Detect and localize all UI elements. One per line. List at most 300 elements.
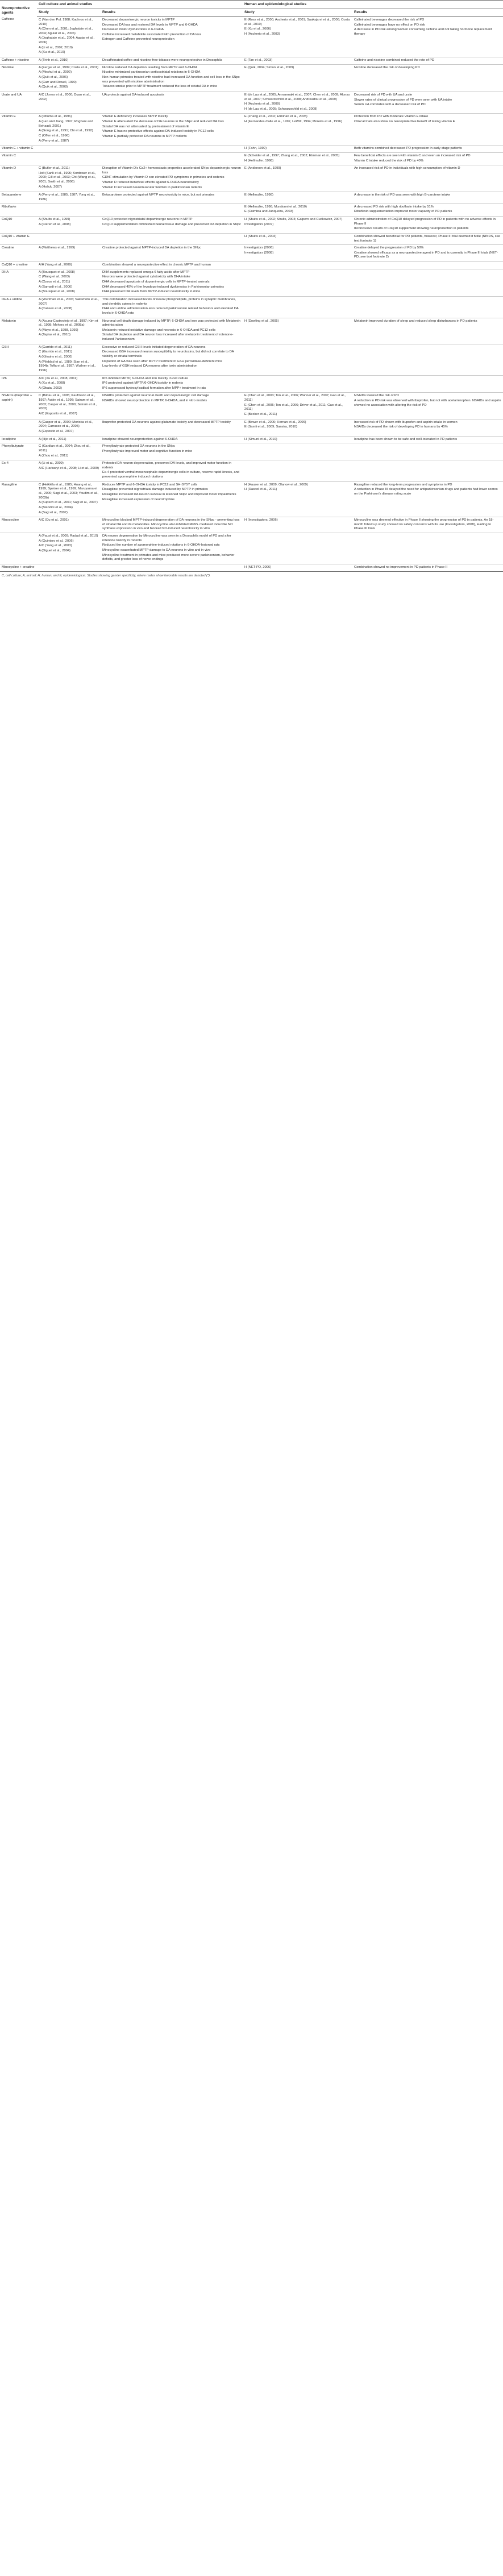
header-row-columns [0,9,503,16]
cell-animal-results [101,393,243,419]
cell-line: E (Ross et al., 2000; Ascherio et al., 2001; Saaksjarvi et al., 2008; Costa et al., 2010) [244,18,350,26]
cell-line: E (Becker et al., 2011) [244,413,277,417]
cell-line: NSAIDs protected against neuronal death and dopaminergic cell damage [102,394,209,398]
cell-human-results: Minocycline was deemed effective in Phase II showing the progression of PD in patients. An 18-month follow up study showed no safety concerns with its use (Investigators, 2008), leading to Phase III trials [352,517,503,533]
cell-agent: Isradipine [0,436,37,443]
cell-agent: Urate and UA [0,92,37,114]
cell-human-results: Caffeine and nicotine combined reduced the rate of PD [352,57,503,65]
cell-animal-results [101,269,243,296]
cell-human-study: E (Tan et al., 2003) [243,57,352,65]
cell-human-results [352,344,503,375]
cell-animal-study: A/C (Du et al., 2001) [37,517,101,533]
cell-line: A (Kupsch et al., 2001; Sagi et al., 2007) [39,501,98,505]
cell-human-results: Combination showed beneficial for PD patients, however, Phase III trial deemed it futile (NINDS, see text footnote 1) [352,233,503,244]
table-row [0,481,503,517]
cell-animal-study [37,318,101,344]
cell-human-results: Isradipine has been shown to be safe and well-tolerated in PD patients [352,436,503,443]
cell-human-study: E (Quik, 2004; Simon et al., 2009) [243,64,352,92]
cell-line: Ex-4 protected ventral mesencephalic dopaminergic cells in culture, reserve rapid kinesis, and prevented apomorphine induced rotations [102,471,240,479]
cell-human-study: H (Fahn, 1992) [243,146,352,153]
cell-animal-results [101,64,243,92]
cell-human-results [352,460,503,482]
cell-line: Investigators (2007) [244,222,274,226]
cell-animal-results [101,344,243,375]
cell-human-study: H (Simuni et al., 2010) [243,436,352,443]
cell-human-study [243,16,352,57]
cell-agent: Vitamin D [0,165,37,192]
cell-line: NSAIDs showed neuroprotection in MPTP, 6-OHDA, and in vitro models [102,399,207,403]
cell-line: A (Quik et al., 2008) [39,85,68,89]
cell-human-study: H (Investigators, 2006) [243,517,352,533]
table-row [0,192,503,203]
cell-animal-study [37,114,101,146]
cell-human-results: Nicotine decreased the risk of developing PD [352,64,503,92]
cell-line: C (Butler et al., 2011) [39,167,70,171]
cell-line: Creatine delayed the progression of PD by 50% [354,246,424,250]
cell-line: Vitamin D reduced beneficial effects against 6-OHDA neurotoxicity [102,181,199,185]
cell-human-study [243,262,352,269]
cell-line: H (Shults et al., 2002; Shults, 2003; Galpern and Cudkowicz, 2007) [244,217,343,221]
cell-animal-study [37,152,101,165]
cell-line: A (Lan and Jiang, 1997; Roghani and Behzadi, 2001) [39,120,93,128]
cell-line: A decrease in PD risk among women consuming caffeine and not taking hormone replacement therapy [354,28,492,36]
cell-agent: Betacarotene [0,192,37,203]
cell-animal-study [37,146,101,153]
cell-agent: CoQ10 + vitamin E [0,233,37,244]
cell-human-results: Melatonin improved duration of sleep and reduced sleep disturbances in PD patients [352,318,503,344]
cell-line: Estrogen and Caffeine prevented neuroprotection [102,38,174,41]
table-row [0,165,503,192]
cell-animal-study [37,16,101,57]
cell-line: IP6 protected against MPTP/6-OHDA toxicity in rodents [102,381,184,385]
cell-line: DA neuron degeneration by Minocycline was seen in a Drosophila model of PD and after rotenone toxicity in rodents [102,534,231,542]
cell-human-study [243,296,352,318]
table-row [0,216,503,233]
cell-line: Serum UA correlates with a decreased risk of PD [354,103,426,107]
cell-animal-results [101,481,243,517]
cell-line: E (Samii et al., 2009; Sanska, 2010) [244,425,297,429]
cell-animal-study [37,393,101,419]
cell-agent: Vitamin E [0,114,37,146]
cell-line: Vitamin E has no protective effects against DA-induced toxicity in PC12 cells [102,130,214,134]
cell-line: DHA supplements replaced omega-6 fatty acids after MPTP [102,270,190,274]
cell-line: Investigators (2006) [244,246,274,250]
cell-human-results [352,533,503,564]
cell-line: A (Xu et al., 2010) [39,51,65,55]
cell-line: A (Faust et al., 2009; Radad et al., 2010) [39,534,98,538]
cell-line: E (Chen et al., 2005; Ton et al., 2006; Driver et al., 2011; Gao et al., 2011) [244,403,343,412]
header-agent: Neuroprotective agents [0,1,37,17]
cell-agent: Melatonin [0,318,37,344]
cell-animal-study [37,269,101,296]
cell-line: Vitamin E deficiency increases MPTP toxicity [102,115,168,119]
cell-line: H (Hellmuller, 1998) [244,159,274,163]
cell-line: A (Li et al., 2009) [39,462,64,466]
cell-human-study [243,152,352,165]
cell-human-study [243,533,352,564]
cell-line: A (Chen et al., 2001; Joghataie et al., 2004; Aguiar et al., 2006) [39,27,93,35]
cell-animal-study [37,375,101,393]
cell-line: A (Sagi et al., 2007) [39,510,68,514]
cell-line: C (Bildau et al., 1995; Kaufmann et al., 1997; Aubin et al., 1998; Sairam et al., 2003; Casper et al., 2000; Sairam et al., 2003) [39,394,97,411]
cell-agent: Vitamin E + vitamin C [0,146,37,153]
cell-line: Melatonin reduced oxidative damage and necrosis in 6-OHDA and PC12 cells [102,328,216,332]
cell-animal-results [101,114,243,146]
cell-line: Few beneficial effects are seen with vitamin C and even an increased risk of PD [354,153,471,157]
table-footnote: C, cell culture; A, animal; H, human; and E, epidemiological. Studies showing gender specificity, where males show favorable results are denoted (*). [2,574,211,577]
cell-line: A (Casper et al., 2000; Morioka et al., 2004; Carrasco et al., 2005) [39,420,93,429]
cell-agent: IP6 [0,375,37,393]
table-row [0,203,503,216]
cell-line: H (de Lau et al., 2005; Schwarzschild et al., 2008) [244,107,318,111]
cell-human-results [352,262,503,269]
cell-line: CoQ10 protected nigrostriatal dopaminergic neurons in MPTP [102,217,193,221]
cell-human-study: H (Shults et al., 2004) [243,233,352,244]
table-row [0,296,503,318]
table-row [0,393,503,419]
cell-line: E (Xu et al., 2006) [244,27,271,31]
cell-agent: Minocycline + creatine [0,564,37,571]
cell-line: Inconclusive results of CoQ10 supplement showing neuroprotection in patients [354,227,469,231]
cell-animal-study: A/C (Jones et al., 2000; Duan et al., 2002) [37,92,101,114]
cell-animal-results [101,564,243,571]
cell-line: Reduced the number of apomorphine-induced rotations in 6-OHDA-lesioned rats [102,543,220,547]
cell-line: A (Holick, 2007) [39,185,62,189]
table-row [0,262,503,269]
cell-line: A (Obata, 2003) [39,386,62,390]
cell-line: Vitamin E attenuated the decrease of DA neurons in the SNpc and reduced DA loss [102,120,224,124]
cell-agent: NSAIDs (ibuprofen + aspirin) [0,393,37,419]
cell-agent [0,533,37,564]
cell-human-study: E (Hellmuller, 1998) [243,192,352,203]
cell-human-study [243,92,352,114]
cell-line: A (Bousquet et al., 2008) [39,290,75,294]
cell-human-study [243,245,352,262]
cell-animal-results [101,460,243,482]
cell-line: A (Diguet et al., 2004) [39,549,71,553]
cell-agent: Phenylbutyrate [0,443,37,460]
cell-animal-study: A (Matthews et al., 1999) [37,245,101,262]
cell-animal-study [37,419,101,436]
cell-animal-study [37,344,101,375]
cell-line: Protected DA neuron degeneration, preserved DA levels, and improved motor function in rodents [102,462,231,470]
cell-line: CoQ10 supplementation diminished neural tissue damage and prevented DA depletion in SNpc [102,222,241,226]
cell-line: Decreased dopaminergic neuron toxicity in MPTP [102,18,175,22]
cell-human-study [243,344,352,375]
cell-line: Creatine showed efficacy as a neuroprotective agent in PD and is currently in Phase III trials (NET-PD, see text footnote 2) [354,251,498,259]
cell-animal-results [101,203,243,216]
cell-animal-results [101,318,243,344]
cell-line: A decreased PD risk with high riboflavin intake by 51% [354,205,434,209]
header-results-human: Results [352,9,503,16]
cell-line: H (Fernandes-Calle et al., 1992, LeWitt, 1994; Moreira et al., 1996) [244,120,342,124]
cell-animal-study [37,216,101,233]
cell-line: A (Mayo et al., 1998, 1999) [39,328,78,332]
cell-human-study [243,481,352,517]
header-group-human-epi: Human and epidemiological studies [243,1,503,9]
cell-line: DHA decreased apoptosis of dopaminergic cells in MPTP-treated animals [102,280,210,284]
cell-line: Clinical trials also show no neuroprotective benefit of taking vitamin E [354,120,455,124]
cell-line: C (Van den Pol, 1988; Kachroo et al., 2010) [39,18,93,26]
cell-line: IP6 inhibited MPTP, 6-OHDA and iron toxicity in cell culture [102,376,189,380]
cell-agent: Riboflavin [0,203,37,216]
header-results-cell: Results [101,9,243,16]
cell-animal-results [101,216,243,233]
cell-line: A (Wurtman et al., 2006; Sakamoto et al., 2007) [39,297,99,306]
table-row [0,245,503,262]
cell-agent: Vitamin C [0,152,37,165]
table-row [0,436,503,443]
cell-line: C (Wang et al., 2003) [39,275,70,279]
cell-agent: Caffeine + nicotine [0,57,37,65]
cell-line: C (Gardian et al., 2004; Zhou et al., 2011) [39,444,90,452]
cell-animal-results [101,233,243,244]
cell-human-study [243,216,352,233]
cell-line: This combination increased levels of neural phospholipids, proteins in synaptic membranes, and dendritic spines in rodents [102,297,236,306]
cell-line: Neuronal cell death damage induced by MPTP, 6-OHDA and iron was protected with Melatonin administration [102,319,240,327]
cell-human-results [352,203,503,216]
cell-human-results: Combination showed no improvement in PD patients in Phase II [352,564,503,571]
cell-line: A (Samadi et al., 2006) [39,285,72,289]
cell-human-study [243,460,352,482]
cell-human-study [243,114,352,146]
cell-animal-results: Betacarotene protected against MPTP neurotoxicity in mice, but not primates [101,192,243,203]
cell-line: Vitamin D increased neuromuscular function in parkinsonian rodents [102,185,202,189]
cell-line: A (Blandini et al., 2004) [39,505,73,509]
cell-line: Caffeinated beverages have no effect on PD risk [354,23,425,27]
cell-line: Increased risk of PD shown with ibuprofen and aspirin intake in women [354,420,458,424]
cell-human-results: A decrease in the risk of PD was seen with high B-carotene intake [352,192,503,203]
cell-human-results [352,216,503,233]
cell-line: A (Pileblad et al., 1989; Sian et al., 1994b; Toffa et al., 1997; Wullner et al., 1996) [39,360,96,372]
cell-animal-results [101,16,243,57]
table-row [0,269,503,296]
cell-line: C (Heikkila et al., 1985; Huang et al., 1999; Speiser et al., 1999; Maruyama et al., 2000; Sagi et al., 2003; Youdim et al., 2003b) [39,483,99,500]
cell-animal-study [37,296,101,318]
table-row [0,152,503,165]
cell-animal-study [37,233,101,244]
cell-line: A/C (Yang et al., 2003) [39,544,72,548]
cell-human-results [352,92,503,114]
cell-line: E (Bower et al., 2006; Hernan et al., 2006) [244,420,306,424]
table-body [0,16,503,571]
cell-animal-results: Isradipine showed neuroprotection against 6-OHDA [101,436,243,443]
cell-line: C (Offen et al., 1996) [39,134,70,138]
header-study-cell: Study [37,9,101,16]
cell-line: A (Quintero et al., 2006) [39,539,74,543]
cell-human-results [352,419,503,436]
cell-animal-results [101,165,243,192]
cell-human-results [352,152,503,165]
cell-animal-results: UA protects against DA-induced apoptosis [101,92,243,114]
cell-human-results [352,245,503,262]
cell-animal-results: Creatine protected against MPTP-induced DA depletion in the SNpc [101,245,243,262]
cell-line: Rasagiline prevented nigrostriatal damage induced by MPTP in primates [102,488,208,492]
cell-line: A (Xu et al., 2008) [39,381,65,385]
table-row [0,344,503,375]
table-row [0,64,503,92]
cell-line: A (Garrido et al., 2011) [39,345,72,349]
cell-line: E (Zhang et al., 2002; Etminan et al., 2005) [244,115,307,119]
cell-animal-study: A (Perry et al., 1985, 1987; Yong et al., 1986) [37,192,101,203]
cell-line: Rasagiline increased DA neuron survival in lesioned SNpc and improved motor impairments [102,493,236,496]
cell-line: A (Cansev et al., 2008) [39,307,72,311]
cell-line: A/C (Harkavyi et al., 2008; Li et al., 2009) [39,466,99,470]
cell-line: Minocycline treatment in primates and mice produced more severe parkinsonism, behavior deficits, and greater loss of nerve endings [102,553,235,562]
cell-agent: DHA [0,269,37,296]
cell-line: Vitamin C intake reduced the risk of PD by 40% [354,159,424,163]
cell-line: Rasagiline reduced the long-term progression and symptoms in PD [354,483,452,487]
cell-line: A/C (Xu et al., 2008, 2011) [39,376,78,380]
cell-human-study [243,269,352,296]
table-row [0,533,503,564]
cell-animal-results [101,146,243,153]
table-row [0,318,503,344]
cell-line: A (Tapias et al., 2010) [39,333,71,337]
cell-human-study: H (NET-PD, 2006) [243,564,352,571]
cell-human-results [352,16,503,57]
cell-animal-study: A/H (Yang et al., 2009) [37,262,101,269]
cell-line: Caffeine increased metabolite associated with prevention of DA loss [102,32,202,36]
cell-line: Minocycline exacerbated MPTP damage to DA neurons in vitro and in vivo [102,549,211,552]
cell-line: A reduction in Phase III delayed the need for antiparkinsonian drugs and patients had lower scores on the Parkinson's disease rating scale [354,488,498,496]
cell-animal-study: A (Ilijic et al., 2011) [37,436,101,443]
cell-line: A (Obuma et al., 1996) [39,115,72,119]
cell-line: Vitamin E partially protected DA neurons in MPTP rodents [102,135,187,138]
table-header [0,1,503,17]
cell-agent: CoQ10 + creatine [0,262,37,269]
cell-line: A (Perry et al., 1987) [39,139,69,143]
cell-animal-results [101,443,243,460]
table-row [0,16,503,57]
cell-animal-study [37,533,101,564]
cell-line: H (Ascherio et al., 2009) [244,102,280,106]
cell-human-study: H (Dowling et al., 2005) [243,318,352,344]
cell-animal-results [101,375,243,393]
cell-line: A (Carr and Rowell, 1990) [39,80,77,84]
cell-line: Tobacco smoke prior to MPTP treatment reduced the loss of striatal DA in mice [102,85,218,89]
cell-animal-results [101,152,243,165]
cell-agent: Rasagiline [0,481,37,517]
cell-animal-study: A (Trinh et al., 2010) [37,57,101,65]
cell-animal-study [37,203,101,216]
cell-human-results [352,269,503,296]
cell-line: A (Shults et al., 1999) [39,217,70,221]
cell-line: Depletion of GA was seen after MPTP treatment in GSH peroxidase-deficient mice [102,359,223,363]
cell-line: A/C (Esposito et al., 2007) [39,412,77,416]
cell-human-study [243,393,352,419]
cell-line: H (Rascol et al., 2011) [244,488,277,492]
cell-animal-study [37,460,101,482]
cell-line: A (Zhou et al., 2011) [39,454,69,458]
table-row [0,57,503,65]
cell-animal-results: Ibuprofen protected DA neurons against glutamate toxicity and decreased MPTP toxicity [101,419,243,436]
cell-human-study: E (Anderson et al., 1999) [243,165,352,192]
table-row [0,92,503,114]
cell-line: Striatal DA was not attenuated by pretreatment of vitamin E [102,124,189,128]
cell-agent: CoQ10 [0,216,37,233]
header-group-cell-animal: Cell culture and animal studies [37,1,243,9]
cell-animal-study [37,165,101,192]
cell-line: Striatal DA depletion and DA neuron loss increased after melatonin treatment of rotenone-induced Parkinsonism [102,333,234,342]
cell-human-study [243,443,352,460]
cell-line: A (Fergar et al., 1999; Costa et al., 2001) [39,65,99,69]
cell-agent: Caffeine [2,18,14,22]
table-row [0,233,503,244]
cell-human-results: An increased risk of PD in individuals with high consumption of vitamin D [352,165,503,192]
cell-line: Reduces MPTP and 6-OHDA toxicity in PC12 and SH-SY5Y cells [102,483,198,487]
cell-line: A (Joghataie et al., 2004; Aguiar et al., 2006) [39,36,94,45]
cell-line: E (Scheider et al., 1997; Zhang et al., 2002; Etminan et al., 2005) [244,153,340,157]
cell-human-results [352,481,503,517]
header-row-groups [0,1,503,9]
cell-line: NSAIDs lowered the risk of PD [354,394,399,398]
cell-line: Low levels of GSH reduced DA neurons after toxin administration [102,364,197,368]
cell-agent: GSH [0,344,37,375]
cell-line: A (Ozsoy et al., 2011) [39,280,70,284]
cell-line: E (Hellmuller, 1998; Murakami et al., 2010) [244,205,307,209]
cell-human-results: Both vitamins combined decreased PD progression in early stage patients [352,146,503,153]
cell-line: Decreased DA loss and restored DA levels in MPTP and 6-OHDA [102,23,198,27]
cell-human-results [352,443,503,460]
cell-line: Riboflavin supplementation improved motor capacity of PD patients [354,210,452,214]
cell-line: Slower rates of clinical progression of PD were seen with UA intake [354,98,452,102]
cell-agent [0,419,37,436]
cell-agent: Minocycline [0,517,37,533]
cell-agent: Creatine [0,245,37,262]
table-row [0,443,503,460]
cell-line: H (Hauser et al., 2009; Olanow et al., 2009) [244,483,308,487]
cell-human-study [243,203,352,216]
cell-line: H (Ascherio et al., 2003) [244,32,280,36]
cell-line: A (Gong et al., 1991; Chi et al., 1992) [39,129,93,133]
table-row [0,114,503,146]
cell-line: A (Bousquet et al., 2008) [39,270,75,274]
cell-agent: Ex-4 [0,460,37,482]
cell-line: C (Garrido et al., 2011) [39,350,72,354]
cell-line: Protection from PD with moderate Vitamin E intake [354,115,429,119]
cell-line: Investigators (2008) [244,251,274,255]
cell-line: GDNF stimulation by Vitamin D can elevated PD symptoms in primates and rodents [102,176,225,180]
cell-animal-results: Decaffeinated coffee and nicotine-free tobacco were neuroprotective in Drosophila [101,57,243,65]
cell-line: Caffeinated beverages decreased the risk of PD [354,18,425,22]
cell-line: Disruption of Vitamin D's Ca2+ homeostasis properties accelerated SNpc dopaminergic neuron loss [102,167,241,174]
cell-line: Neurons were protected against cytotoxicity with DHA intake [102,275,190,279]
cell-line: A (Kilvainy et al., 2000) [39,355,73,359]
cell-line: DHA decreased 40% of the levodopa-induced dyskinesias in Parkinsonian primates [102,285,224,289]
cell-agent: Nicotine [0,64,37,92]
cell-animal-study [37,443,101,460]
cell-line: Rasagiline increased expression of neurotrophins [102,497,174,501]
cell-line: A (Meshul et al., 2002) [39,70,72,74]
cell-animal-results [101,296,243,318]
cell-line: E (Chen et al., 2003; Ton et al., 2006; Wahner et al., 2007; Gao et al., 2011) [244,394,346,402]
cell-human-results [352,393,503,419]
cell-line: Chronic administration of CoQ10 delayed progression of PD in patients with no adverse effects in Phase II [354,217,496,226]
cell-human-study [243,375,352,393]
cell-human-results [352,296,503,318]
cell-line: Holt (Sanli et al., 1996; Kordower et al., 2000; Gill et al., 2003; Chi (Wang et al., 2001; Smith et al., 2006) [39,171,96,184]
cell-line: NSAIDs decreased the risk of developing PD in humans by 45% [354,425,448,429]
cell-line: Decreased risk of PD with UA and urate [354,93,413,97]
cell-line: Decreased motor dysfunctions in 6-OHDA [102,28,164,32]
cell-line: A (Cleren et al., 2008) [39,222,71,226]
header-study-human: Study [243,9,352,16]
cell-human-study [243,419,352,436]
cell-animal-results: Combination showed a neuroprotective effect in chronic MPTP and human [101,262,243,269]
table-row [0,460,503,482]
cell-human-results [352,114,503,146]
